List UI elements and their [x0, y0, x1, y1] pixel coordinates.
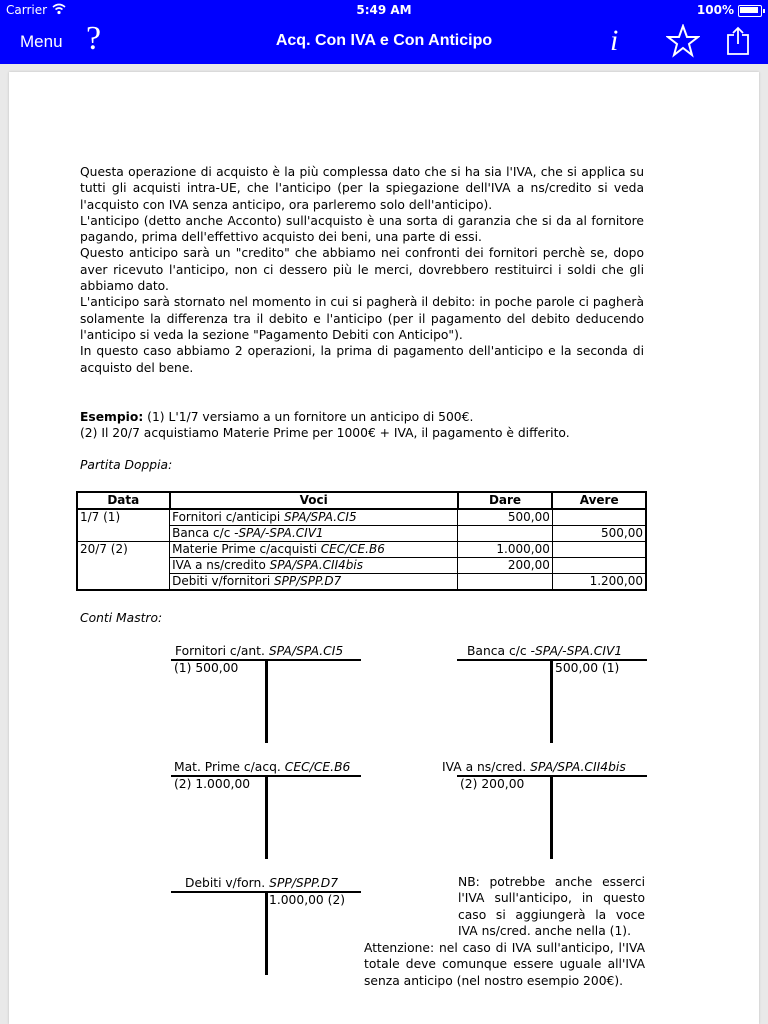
example-line-2: (2) Il 20/7 acquistiamo Materie Prime per 1000€ + IVA, il pagamento è differito. — [80, 426, 570, 441]
t-account-vline — [550, 661, 553, 743]
t-account-dare-entry: (2) 200,00 — [460, 777, 525, 791]
example-line-1-text: (1) L'1/7 versiamo a un fornitore un anticipo di 500€. — [143, 410, 474, 424]
row-voce-code: CEC/CE.B6 — [320, 542, 385, 556]
row-voce-code: SPP/SPP.D7 — [274, 574, 342, 588]
row-avere — [552, 509, 646, 526]
example-line-1 — [80, 409, 644, 425]
row-voce — [170, 509, 458, 526]
row-voce-code: SPA/SPA.CI5 — [284, 510, 357, 524]
t-account-code: SPA/SPA.CII4bis — [530, 760, 626, 774]
row-voce — [170, 558, 458, 574]
t-account-title — [185, 876, 338, 890]
attenzione-note: Attenzione: nel caso di IVA sull'anticipo, l'IVA totale deve comunque essere uguale all'IVA senza anticipo (nel nostro esempio 200€). — [364, 941, 645, 988]
menu-button[interactable]: Menu — [20, 32, 63, 51]
t-account-vline — [265, 661, 268, 743]
t-account-vline — [265, 893, 268, 975]
row-avere — [552, 542, 646, 558]
row-voce-text: Fornitori c/anticipi — [172, 510, 285, 524]
row-avere: 500,00 — [552, 526, 646, 542]
table-row — [77, 542, 646, 558]
table-row — [77, 509, 646, 526]
t-account-name: Mat. Prime c/acq. — [174, 760, 285, 774]
t-account-name: IVA a ns/cred. — [442, 760, 531, 774]
t-account-title — [174, 760, 350, 774]
row-voce — [170, 542, 458, 558]
t-account-vline — [550, 777, 553, 859]
example-label: Esempio: — [80, 410, 144, 424]
row-dare — [458, 574, 553, 591]
intro-paragraph: L'anticipo (detto anche Acconto) sull'acquisto è una sorta di garanzia che si da al fornitore pagando, prima dell'effettivo acquisto dei beni, una parte di essi. — [80, 213, 644, 245]
row-dare — [458, 526, 553, 542]
nb-note: NB: potrebbe anche esserci l'IVA sull'anticipo, in questo caso si aggiungerà la voce IVA ns/cred. anche nella (1). — [458, 875, 645, 938]
row-dare: 1.000,00 — [458, 542, 553, 558]
partita-doppia-label: Partita Doppia: — [80, 458, 173, 472]
row-voce-text: Banca c/c — [172, 526, 235, 540]
row-date: 20/7 (2) — [77, 542, 170, 591]
row-voce-text: Debiti v/fornitori — [172, 574, 275, 588]
help-icon[interactable]: ? — [86, 20, 102, 57]
status-bar — [0, 0, 768, 20]
row-dare: 200,00 — [458, 558, 553, 574]
t-account-dare-entry: (2) 1.000,00 — [174, 777, 251, 791]
row-voce — [170, 526, 458, 542]
clock: 5:49 AM — [356, 3, 412, 17]
journal-table — [76, 491, 647, 591]
t-account-name: Banca c/c — [467, 644, 531, 658]
t-account-code: CEC/CE.B6 — [284, 760, 351, 774]
table-header-row — [77, 492, 646, 509]
t-account-vline — [265, 777, 268, 859]
t-account-code: SPA/SPA.CI5 — [268, 644, 344, 658]
row-voce-code: -SPA/-SPA.CIV1 — [234, 526, 324, 540]
t-account-code: -SPA/-SPA.CIV1 — [530, 644, 623, 658]
t-account-name: Fornitori c/ant. — [175, 644, 269, 658]
header-avere: Avere — [552, 492, 646, 509]
t-account-code: SPP/SPP.D7 — [269, 876, 339, 890]
header-voci: Voci — [170, 492, 458, 509]
t-account-title — [442, 760, 626, 774]
row-dare: 500,00 — [458, 509, 553, 526]
intro-paragraph: In questo caso abbiamo 2 operazioni, la prima di pagamento dell'anticipo e la seconda di acquisto del bene. — [80, 344, 644, 375]
header-data: Data — [77, 492, 170, 509]
battery-percent: 100% — [696, 3, 734, 17]
t-account-name: Debiti v/forn. — [185, 876, 270, 890]
favorite-star-icon[interactable] — [666, 24, 700, 58]
conti-mastro-label: Conti Mastro: — [80, 611, 163, 625]
example-text — [80, 409, 644, 442]
document-page — [9, 72, 759, 1024]
intro-text — [80, 164, 644, 376]
page-title: Acq. Con IVA e Con Anticipo — [275, 32, 493, 49]
t-account-dare-entry: (1) 500,00 — [174, 661, 239, 675]
row-date: 1/7 (1) — [77, 509, 170, 542]
t-account-avere-entry: 500,00 (1) — [555, 661, 620, 675]
t-account-title — [467, 644, 622, 658]
t-account-title — [175, 644, 343, 658]
t-account-avere-entry: 1.000,00 (2) — [269, 893, 346, 907]
row-voce-text: IVA a ns/credito — [172, 558, 270, 572]
navigation-bar — [0, 20, 768, 64]
info-icon[interactable]: i — [610, 24, 619, 57]
row-voce-code: SPA/SPA.CII4bis — [269, 558, 363, 572]
intro-paragraph: Questa operazione di acquisto è la più complessa dato che si ha sia l'IVA, che si applica su tutti gli acquisti intra-UE, che l'anticipo (per la spiegazione dell'IVA a ns/credito si veda l'acquisto con IVA senza anticipo, ora parleremo solo dell'anticipo). — [80, 165, 644, 212]
intro-paragraph: Questo anticipo sarà un "credito" che abbiamo nei confronti dei fornitori perchè se, dopo aver ricevuto l'anticipo, non ci dessero più le merci, dovrebbero restituirci i soldi che gli abbiamo dato. — [80, 246, 644, 294]
row-avere — [552, 558, 646, 574]
carrier-label: Carrier — [6, 3, 48, 17]
row-avere: 1.200,00 — [552, 574, 646, 591]
battery-icon — [738, 5, 762, 17]
share-icon[interactable] — [726, 26, 750, 56]
intro-paragraph: L'anticipo sarà stornato nel momento in cui si pagherà il debito: in poche parole ci pagherà solamente la differenza tra il debito e l'anticipo (per il pagamento del debito deducendo l'anticipo si veda la sezione "Pagamento Debiti con Anticipo"). — [80, 295, 644, 342]
row-voce — [170, 574, 458, 591]
row-voce-text: Materie Prime c/acquisti — [172, 542, 321, 556]
header-dare: Dare — [458, 492, 553, 509]
